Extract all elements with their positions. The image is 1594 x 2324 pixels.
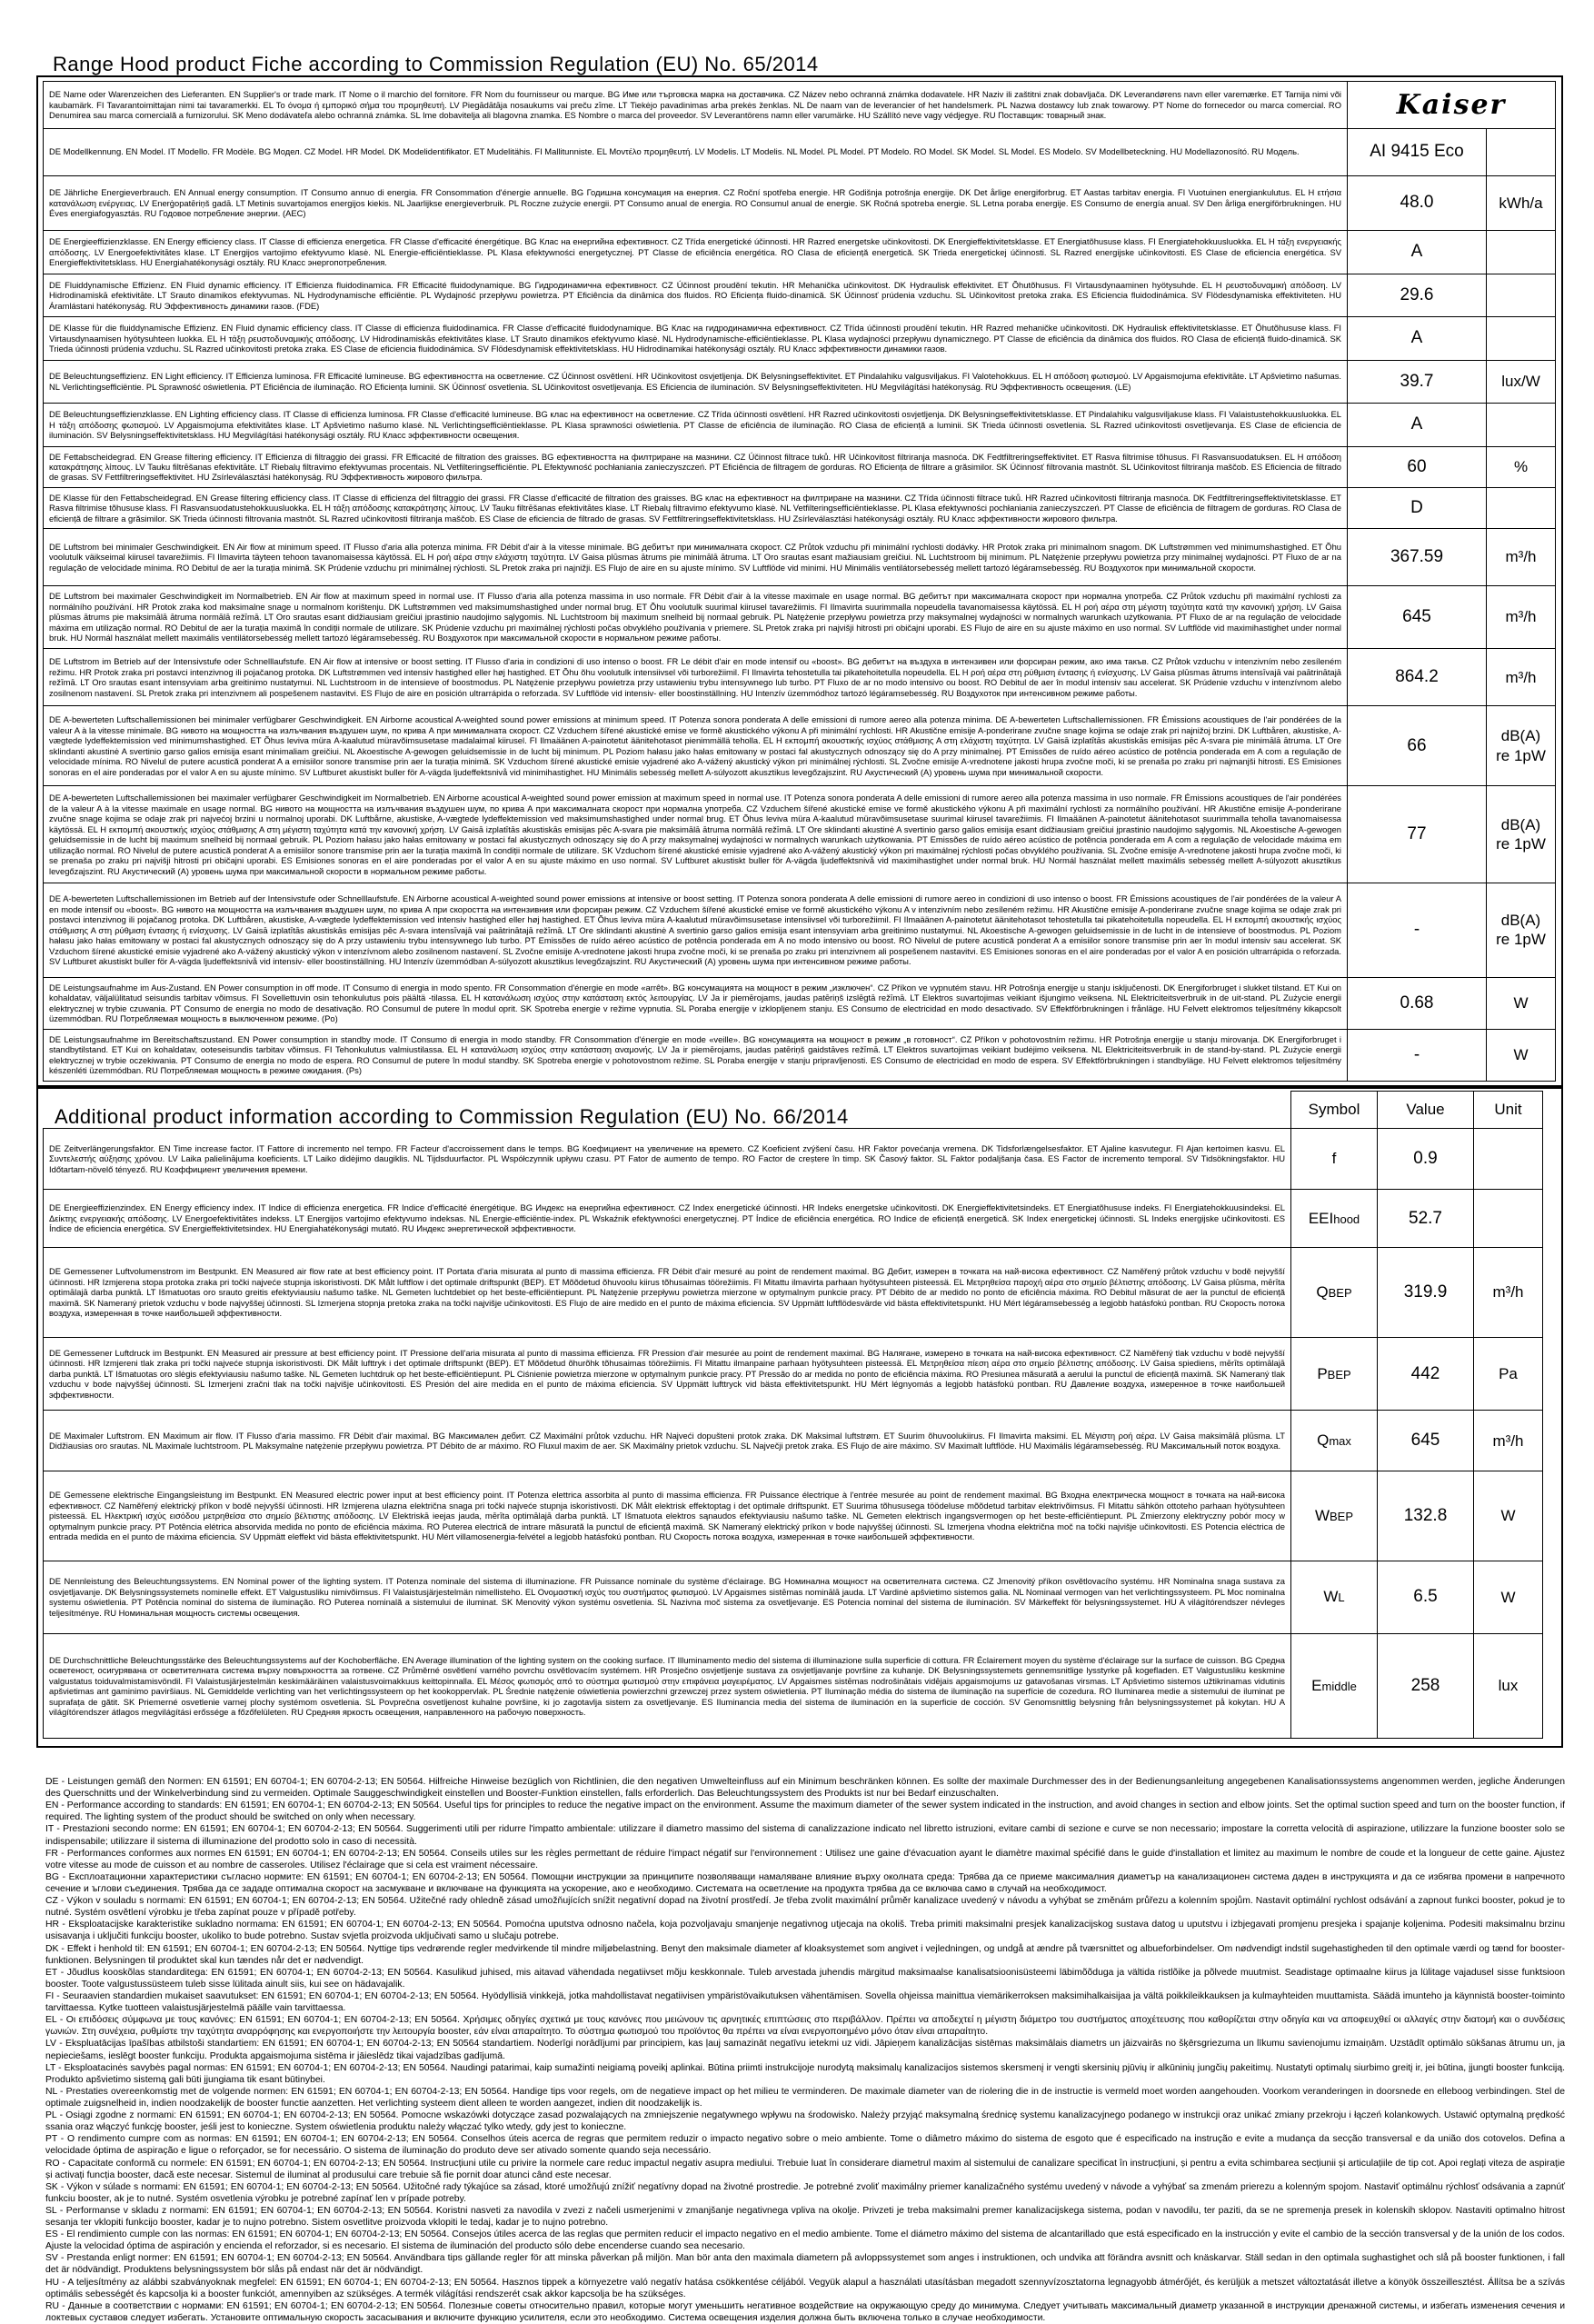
header-value: Value [1378,1092,1474,1129]
fiche-row-description: DE Modellkennung. EN Model. IT Modello. FR Modèle. BG Модел. CZ Model. HR Model. DK Modelidentifikator. ET Mudelitähis. FI Mallitunniste. EL Μοντέλο προμηθευτή. LV Modelis. LT Modelis. NL Model. PL Model. PT Modelo. RO Model. SK Model. SL Model. ES Modelo. SV Modellbeteckning. HU Modellazonosító. RU Модель. [44,128,1348,175]
footer-notes [45,1776,1565,2324]
fiche-row [44,487,1556,528]
footer-paragraph: FR - Performances conformes aux normes EN 61591; EN 60704-1; EN 60704-2-13; EN 50564. Conseils utiles sur les règles permettant de réduire l'impact négatif sur l'environnement : Utilisez une gaine d'évacuation ayant le diamètre maximal spécifié dans le guide d'installation et limitez au maximum le nombre de coude et la longueur de cette gaine. Ajustez votre vitesse au mode de cuisson et au nombre de casseroles. Utilisez l'éclairage que si cela est vraiment nécessaire. [45,1848,1565,1870]
fiche-row-description: DE Luftstrom im Betrieb auf der Intensivstufe oder Schnelllaufstufe. EN Air flow at intensive or boost setting. IT Flusso d'aria in condizioni di uso intenso o boost. FR Le débit d'air en mode intensif ou «boost». BG дебитът на въздуха в интензивен или форсиран режим, ако има такъв. CZ Průtok vzduchu v intenzivním nebo zesíleném režimu. HR Protok zraka pri postavci intenzivnog ili pojačanog protoka. DK Luftstrømmen ved intensiv hastighed eller høj hastighed. ET Õhu õhu voolutulk intensiivsel või turborežiimil. FI Ilmavirta tehostetulla tai pikatehoitetulla nopeudella. EL Η ροή αέρα στη ρύθμιση έντασης ή ενίσχυσης. LV Gaisa plūsmas ātrums intensīvajā vai paātrinātajā režīmā. LT Oro srautas esant intensyviam arba greitinimo nustatymui. NL Luchtstroom in de intensieve of boostmodus. PL Natężenie przepływu powietrza przy ustawieniu trybu intensywnego lub turbo. PT Fluxo de ar no modo intensivo ou boost. RO Debitul de aer în modul intensiv sau accelerat. SK Prúdenie vzduchu v intenzívnom alebo zosilnenom nastavení. SL Pretok zraka pri intenzivnem ali pospešenem nastavitvi. ES Flujo de aire en posición ultrarrápida o reforzada. SV Luftflöde vid intensiv- eller boostinställning. HU Intenzív üzemmódhoz tartozó légáramsebesség. RU Воздухоток при интенсивном режиме работы. [44,649,1348,706]
additional-row-unit: m³/h [1474,1411,1543,1471]
additional-row-description: DE Zeitverlängerungsfaktor. EN Time increase factor. IT Fattore di incremento nel tempo. FR Facteur d'accroissement dans le temps. BG Коефициент на увеличение на времето. CZ Koeficient zvýšení času. HR Faktor povećanja vremena. DK Tidsforlængelsesfaktor. ET Ajaline kasvutegur. FI Ajan kertoimen kasvu. EL Συντελεστής αύξησης χρόνου. LV Laika palielinājuma koeficients. LT Laiko didėjimo daugiklis. NL Tijdsduurfactor. PL Współczynnik upływu czasu. PT Fator de aumento de tempo. RO Factor de creștere în timp. SK Časový faktor. SL Faktor podaljšanja časa. ES Factor de incremento temporal. SV Tidsökningsfaktor. HU Időtartam-növelő tényező. RU Коэффициент увеличения времени. [44,1129,1291,1190]
additional-row [44,1189,1543,1247]
additional-row-symbol [1291,1471,1378,1561]
additional-row-symbol [1291,1411,1378,1471]
fiche-row-unit: % [1487,446,1556,487]
fiche-row [44,649,1556,706]
fiche-row-value: A [1348,404,1487,447]
fiche-row-unit [1487,317,1556,361]
fiche-row [44,274,1556,317]
additional-table [43,1091,1543,1739]
fiche-row [44,585,1556,648]
fiche-row-unit [1487,404,1556,447]
fiche-row-value: 367.59 [1348,529,1487,586]
fiche-row-description: DE Luftstrom bei minimaler Geschwindigkeit. EN Air flow at minimum speed. IT Flusso d'aria alla potenza minima. FR Débit d'air à la vitesse minimale. BG дебитът при минималната скорост. CZ Průtok vzduchu při minimální rychlosti dodávky. HR Protok zraka pri minimalnom snagom. DK Luftstrømmen ved minimumshastighed. ET Õhu voolutulk väikseimal kiirusel tavarežiimis. FI Ilmavirta täyteen tehoon tavanomaisessa käytössä. EL Η ροή αέρα στην ελάχιστη ταχύτητα. LV Gaisa plūsmas ātrums pie minimālā ātruma. LT Oro srautas esant mažiausiam greičiui. NL Luchtstroom bij minimum. PL Natężenie przepływu powietrza przy minimalnej wydajności. PT Fluxo de ar na regulação de velocidade mínima. RO Debitul de aer la turația minimă. SK Prúdenie vzduchu pri minimálnej rýchlosti. SL Pretok zraka pri najnižji. ES Flujo de aire en su ajuste mínimo. SV Luftflöde vid minimi. HU Minimális ventilátorsebesség mellett tartozó légáramsebesség. RU Воздухоток при минимальной скорости. [44,529,1348,586]
symbol-main: W [1314,1506,1330,1524]
fiche-row-description: DE A-bewerteten Luftschallemissionen im Betrieb auf der Intensivstufe oder Schnelllaufstufe. EN Airborne acoustical A-weighted sound power emissions at intensive or boost setting. IT Potenza sonora ponderata A delle emissioni di rumore aereo in condizioni di uso intenso o boost. FR Émissions acoustiques de l'air pondérées de la valeur A en mode intensif ou «boost». BG нивото на мощността на излъчвания въздушен шум, по крива А при скоростта на интензивния или форсиран режим. CZ Vzduchem šířené akustické emise ve formě akustického výkonu A v intenzivním nebo zesíleném režimu. HR Akustične emisije A-ponderirane zvučne snage kojima se odaje zrak pri postavci intenzivnog ili pojačanog protoka. DK Luftbåren, akustiske, A-vægtede lydeffektemission ved intensiv hastighed eller høj hastighed. ET Õhus leviva müra A-kaalutud müravõimsusetase intensiivsel või turborežiimil. FI Ilmaäänen A-painotetut äänitehotasot tehostetulla tai pikatehoitetulla nopeudella. EL Η εκπομπή ακουστικής ισχύος στάθμισης Α στη ρύθμιση έντασης ή ενίσχυσης. LV Gaisā izplatītās akustiskās emisijas pēc A-svara intensīvajā vai paātrinātajā režīmā. LT Ore sklindanti akustinė A svertinio garso galios emisija esant intensyviam arba greitinimo nustatymui. NL Akoestische A-gewogen geluidsemissie in de lucht in de intensieve of boostmodus. PL Poziom hałasu jako hałas emitowany w postaci fal akustycznych odnoszący się do A przy ustawieniu trybu intensywnego lub turbo. PT Emissões de ruído aéreo acústico de potência ponderada em A no modo intensivo ou boost. RO Nivelul de putere acustică ponderat A a emisiilor sonore transmise prin aer în modul intensiv sau accelerat. SK Vzduchom šírené akustické emisie vyjadrené ako A-vážený akustický výkon v intenzívnom alebo zosilnenom nastavení. SL Zvočne emisije A-vrednotene jakosti hrupa zvočne moči, ki se prenaša po zraku pri intenzivnem ali pospešenem nastavitvi. ES Emisiones sonoras en el aire ponderadas por el valor A en posición ultrarrápida o reforzada. SV Luftburet akustiskt buller för A-vägda ljudeffektsnivå vid intensiv- eller boostinställning. HU Intenzív üzemmódban A-súlyozott akusztikus levegőzajszint. RU Акустический (А) уровень шума при интенсивном режиме работы. [44,883,1348,978]
fiche-row-description: DE Fluiddynamische Effizienz. EN Fluid dynamic efficiency. IT Efficienza fluidodinamica. FR Efficacité fluidodynamique. BG Гидродинамична ефективност. CZ Účinnost proudění tekutin. HR Mehanička učinkovitost. DK Hydraulisk effektivitet. ET Õhutõhusus. FI Virtausdynaaminen hyötysuhde. EL Η ρευστοδυναμική απόδοση. LV Hidrodinamiskā efektivitāte. LT Srauto dinamikos efektyvumas. NL Hydrodynamische efficiëntie. PL Wydajność przepływu powietrza. PT Eficiência da dinâmica dos fluidos. RO Eficiența fluido-dinamică. SK Účinnosť prúdenia vzduchu. SL Učinkovitost pretoka zraka. ES Eficiencia fluidodinámica. SV Flödesdynamiska effektiviteten. HU Áramlástani hatékonyság. RU Эффективность динамики газов. (FDE) [44,274,1348,317]
fiche-row [44,446,1556,487]
additional-row-value: 442 [1378,1337,1474,1410]
fiche-row-value: 645 [1348,585,1487,648]
footer-paragraph: CZ - Výkon v souladu s normami: EN 61591; EN 60704-1; EN 60704-2-13; EN 50564. Užitečné rady ohledně zásad umožňujících snížit negativní dopad na životní prostředí. Je třeba zvolit maximální průměr kanalizace uvedený v návodu a vyhýbat se změnám průřezu a kolenním spojům. Nastavit optimální rychlost odsávání a zapnout funkci booster, pokud je to nutné. Systém osvětlení výrobku je třeba zapínat pouze v případě potřeby. [45,1896,1565,1919]
symbol-subscript: BEP [1327,1367,1351,1381]
footer-paragraph: EN - Performance according to standards: EN 61591; EN 60704-1; EN 60704-2-13; EN 50564. Useful tips for principles to reduce the negative impact on the environment. Assume the maximum diameter of the sewer system indicated in the instruction, and avoid changes in section and elbow joints. Set the optimal suction speed and turn on the booster function, if required. The lighting system of the product should be switched on only when necessary. [45,1800,1565,1823]
additional-row-symbol [1291,1248,1378,1338]
additional-row-description: DE Maximaler Luftstrom. EN Maximum air flow. IT Flusso d'aria massimo. FR Débit d'air maximal. BG Максимален дебит. CZ Maximální průtok vzduchu. HR Najveći dopušteni protok zraka. DK Maksimal luftstrøm. ET Suurim õhuvoolukiirus. FI Ilmavirta maksimi. EL Μέγιστη ροή αέρα. LV Gaisa maksimālā plūsma. LT Didžiausias oro srautas. NL Maximale luchtstroom. PL Maksymalne natężenie przepływu powietrza. PT Débito de ar máximo. RO Fluxul maxim de aer. SK Maximálny prietok vzduchu. SL Največji pretok zraka. ES Flujo de aire máximo. SV Maximalt luftflöde. HU Maximális légáramsebesség. RU Максимальный поток воздуха. [44,1411,1291,1471]
additional-row [44,1337,1543,1410]
fiche-row-value: 60 [1348,446,1487,487]
footer-paragraph: HU - A teljesítmény az alábbi szabványoknak megfelel: EN 61591; EN 60704-1; EN 60704-2-13; EN 50564. Hasznos tippek a környezetre való negatív hatása csökkentése céljából. Vegyük alapul a használati utasításban megadott szennyvízosztatorna legnagyobb átmérőjét, és kerüljük a metszet változtatását illetve a könyök összeillesztést. Állítsa be a szívás optimális sebességét és kapcsolja ki a booster funkciót, amennyiben az szükséges. A termék világítási rendszerét csak akkor kapcsolja be ha szükséges. [45,2277,1565,2299]
additional-row [44,1561,1543,1633]
symbol-subscript: max [1329,1434,1351,1449]
additional-row [44,1411,1543,1471]
fiche-row-description: DE Beleuchtungseffizienz. EN Light efficiency. IT Efficienza luminosa. FR Efficacité lumineuse. BG ефективността на осветление. CZ Účinnost osvětlení. HR Učinkovitost osvjetljenja. DK Belysningseffektivitet. ET Pindalahiku valgusviljakus. FI Valotehokkuus. EL Η απόδοση φωτισμού. LV Apgaismojuma efektivitāte. LT Apšvietimo našumas. NL Verlichtingsefficiëntie. PL Sprawność oświetlenia. PT Eficiência de iluminação. RO Eficiența luminii. SK Účinnosť osvetlenia. SL Učinkovitost osvetljevanja. ES Eficiencia de iluminación. SV Belysningseffektiviteten. HU Megvilágítási hatékonyság. RU Эффективность освещения. (LE) [44,360,1348,404]
footer-paragraph: RO - Capacitate conformă cu normele: EN 61591; EN 60704-1; EN 60704-2-13; EN 50564. Instrucțiuni utile cu privire la normele care reduc impactul negativ asupra mediului. Trebuie luat în considerare diametrul maxim al sistemului de canalizare specificat în instrucțiuni, și pentru a evita schimbarea secțiunii și articulațiile de tip cot. Apoi reglați viteza de aspirație și activați funcția booster, dacă este necesar. Sistemul de iluminat al produsului care trebuie să fie pornit doar atunci când este necesar. [45,2158,1565,2180]
fiche-row-value: A [1348,231,1487,274]
additional-row-value: 319.9 [1378,1248,1474,1338]
additional-row-description: DE Nennleistung des Beleuchtungssystems. EN Nominal power of the lighting system. IT Potenza nominale del sistema di illuminazione. FR Puissance nominale du système d'éclairage. BG Номинална мощност на осветителната система. CZ Jmenovitý příkon osvětlovacího systému. HR Nominalna snaga sustava za osvjetljavanje. DK Belysningssystemets nominelle effekt. ET Valgustusliku nimivõimsus. FI Valaistusjärjestelmän nimellisteho. EL Ονομαστική ισχύς του συστήματος φωτισμού. LV Apgaismes sistēmas nominālā jauda. LT Vardinė apšvietimo sistemos galia. NL Nominaal vermogen van het verlichtingssysteem. PL Moc nominalna systemu oświetlenia. PT Potência nominal do sistema de iluminação. RO Puterea nominală a sistemului de iluminat. SK Menovitý výkon systému osvetlenia. SL Nazivna moč sistema za osvetljevanje. ES Potencia nominal del sistema de iluminación. SV Märkeffekt för belysningssystemet. HU A világítórendszer névleges teljesítménye. RU Номинальная мощность системы освещения. [44,1561,1291,1633]
symbol-main: E [1311,1677,1322,1695]
fiche-row-value: - [1348,883,1487,978]
symbol-subscript: hood [1333,1212,1360,1226]
additional-row-description: DE Energieeffizienzindex. EN Energy efficiency index. IT Indice di efficienza energetica. FR Indice d'efficacité énergétique. BG Индекс на енергийна ефективност. CZ Index energetické účinnosti. HR Indeks energetske učinkovitosti. DK Energieffektivitetsindeks. ET Energiatõhususe indeks. FI Energiatehokkuusindeksi. EL Δείκτης ενεργειακής απόδοσης. LV Energoefektivitātes indekss. LT Energijos vartojimo efektyvumo indeksas. NL Energie-efficiëntie-index. PL Wskaźnik efektywności energetycznej. PT Índice de eficiência energética. RO Indice de eficiență energetică. SK Index energetickej účinnosti. SL Indeks energijske učinkovitosti. ES Índice de eficiencia energética. SV Energieffektivitetsindex. HU Energiahatékonysági mutató. RU Индекс энергетической эффективности. [44,1189,1291,1247]
header-symbol: Symbol [1291,1092,1378,1129]
symbol-subscript: BEP [1328,1286,1352,1301]
additional-row-symbol [1291,1337,1378,1410]
symbol-main: P [1317,1364,1328,1382]
fiche-row-value: - [1348,1029,1487,1081]
symbol-main: Q [1316,1283,1329,1302]
symbol-main: W [1323,1588,1339,1606]
fiche-row [44,1029,1556,1081]
fiche-row [44,231,1556,274]
brand-logo: Kaiser [1348,82,1556,129]
additional-row-symbol [1291,1561,1378,1633]
fiche-row-description: DE Jährliche Energieverbrauch. EN Annual energy consumption. IT Consumo annuo di energia. FR Consommation d'énergie annuelle. BG Годишна консумация на енергия. CZ Roční spotřeba energie. HR Godišnja potrošnja energije. DK Det årlige energiforbrug. ET Aastas tarbitav energia. FI Vuotuinen energiankulutus. EL Η ετήσια κατανάλωση ενέργειας. LV Enerģopatēriņš gadā. LT Metinis suvartojamos energijos kiekis. NL Jaarlijkse energieverbruik. PL Roczne zużycie energii. PT Consumo anual de energia. RO Consumul anual de energie. SK Ročná spotreba energie. SL Letna poraba energije. ES Consumo de energía anual. SV Den årliga energiförbrukningen. HU Éves energiafogyasztás. RU Годовое потребление энергии. (AEC) [44,175,1348,230]
footer-paragraph: SV - Prestanda enligt normer: EN 61591; EN 60704-1; EN 60704-2-13; EN 50564. Användbara tips gällande regler för att minska påverkan på miljön. Man bör anta den maximala diametern på avloppssystemet som anges i instruktionen, och undvika att förändra avsnitt och knäskarvar. Ställ sedan in den optimala sughastighet och slå på booster funktionen, i fall det är nödvändigt. Produktens belysningssystem bör slås på endast när det är nödvändigt. [45,2253,1565,2276]
footer-paragraph: LV - Ekspluatācijas īpašības atbilstoši standartiem: EN 61591; EN 60704-1; EN 60704-2-13; EN 50564 standartiem. Noderīgi norādījumi par principiem, kas ļauj samazināt negatīvu ietekmi uz vidi. Jāpieņem kanalizācijas sistēmas maksimālais diametrs un jāizvairās no šķērsgriezuma un līkumu savienojumu izmaiņām. Uzstādīt optimālo sūkšanas ātrumu un, ja nepieciešams, ieslēgt booster funkciju. Produkta apgaismojuma sistēma ir jāieslēdz tikai vajadzības gadījumā. [45,2039,1565,2061]
footer-paragraph: SK - Výkon v súlade s normami: EN 61591; EN 60704-1; EN 60704-2-13; EN 50564. Užitočné rady týkajúce sa zásad, ktoré umožňujú znížiť negatívny dopad na životné prostredie. Je potrebné zvoliť maximálny priemer kanalizačného systému uvedený v návode a vyhýbať sa zmenám prierezu a kolenným spojom. Nastaviť optimálnu rýchlosť odsávania a zapnúť funkciu booster, ak je to nutné. Systém osvetlenia výrobku je potrebné zapínať len v prípade potreby. [45,2181,1565,2204]
footer-paragraph: FI - Seuraavien standardien mukaiset saavutukset: EN 61591; EN 60704-1; EN 60704-2-13; EN 50564. Hyödyllisiä vinkkejä, jotka mahdollistavat negatiivisen ympäristövaikutuksen vähentämisen. Sovella ohjeissa mainittua viemärikerroksen maksimihalkaisijaa ja vältä poikkileikkauksen ja kulmayhteiden muuttamista. Säädä imunteho ja käynnistä booster-toiminto tarvittaessa. Kytke tuotteen valaistusjärjestelmä päälle vain tarvittaessa. [45,1990,1565,2014]
fiche-table [43,81,1556,1082]
additional-row-description: DE Durchschnittliche Beleuchtungsstärke des Beleuchtungssystems auf der Kochoberfläche. EN Average illumination of the lighting system on the cooking surface. IT Illuminamento medio del sistema di illuminazione sulla superficie di cottura. FR Éclairement moyen du système d'éclairage sur la surface de cuisson. BG Средна осветеност, осигурявана от осветителната система върху повърхността за готвене. CZ Průměrné osvětlení varného povrchu osvětlovacím systémem. HR Prosječno osvjetljenje sustava za osvjetljavanje površine za kuhanje. DK Belysningssystemets gennemsnitlige lysstyrke på kogefladen. ET Valgustusliku keskmine valgustatus toiduvalmistamisvöndil. FI Valaistusjärjestelmän keskimääräinen valaistusvoimakkuus keittopinnalla. EL Μέσος φωτισμός από το σύστημα φωτισμού στην επιφάνεια μαγειρέματος. LV Apgaismes sistēmas nodrošinātais vidējais apgaismojums uz gatavošanas virsmas. LT Apšvietimo sistemos užtikrinamas vidutinis apšvietimas ant gaminimo paviršiaus. NL Gemiddelde verlichting van het verlichtingssysteem op het kookoppervlak. PL Średnie natężenie oświetlenia powierzchni grzewczej przez system oświetlenia. PT Iluminação média do sistema de iluminação na superfície de cozedura. RO Iluminarea medie a sistemului de iluminat pe suprafața de gătit. SK Priemerné osvetlenie varnej plochy systémom osvetlenia. SL Povprečna osvetljenost kuhalne površine, ki jo zagotavlja sistem za osvetljevanje. ES Iluminancia media del sistema de iluminación en la superficie de cocción. SV Genomsnittlig belysning från belysningssystemet på kokytan. HU A világítórendszer átlagos megvilágítási erőssége a főzőfelületen. RU Средняя яркость освещения, направленного на рабочую поверхность. [44,1634,1291,1739]
fiche-row-description: DE A-bewerteten Luftschallemissionen bei minimaler verfügbarer Geschwindigkeit. EN Airborne acoustical A-weighted sound power emissions at minimum speed. IT Potenza sonora ponderata A delle emissioni di rumore aereo alla potenza minima. DE A-bewerteten Luftschallemissionen. FR Émissions acoustiques de l'air pondérées de la valeur A à la vitesse minimale. BG нивото на мощността на излъчвания въздушен шум, по крива А при минималната скорост. CZ Vzduchem šířené akustické emise ve formě akustického výkonu A při minimální rychlosti. HR Akustične emisije A-ponderirane zvučne snage kojima se odaje zrak pri najnižoj brzini. DK Luftbåren, akustiske, A-vægtede lydeffektemission ved minimumshastighed. ET Õhus leviva mürа A-kaalutud müravõimsusetase madalaimal kiirusel. FI Ilmaäänen A-painotetut äänitehotasot pienimmällä teholla. EL Η εκπομπή ακουστικής ισχύος στάθμισης Α στη ελάχιστη ταχύτητα. LV Gaisā izplatītās akustiskās emisijas pēc A-svara pie minimālā ātruma. LT Ore sklindanti akustinė A svertinio garso galios emisija esant minimaliam greičiui. NL Akoestische A-gewogen geluidsemissie in de lucht bij minimum. PL Poziom hałasu jako hałas emitowany w postaci fal akustycznych odnoszący się do A przy minimalnej. PT Emissões de ruído aéreo acústico de potência ponderada em A com a regulação de velocidade mínima. RO Nivelul de putere acustică ponderat A a emisiilor sonore transmise prin aer la turația minimă. SK Vzduchom šírené akustické emisie vyjadrené ako A-vážený akustický výkon pri minimálnej rýchlosti. SL Zvočne emisije A-vrednotene jakosti hrupa zvočne moči, ki se prenaša po zraku pri najmanjši hitrosti. ES Emisiones sonoras en el aire ponderadas por el valor A en su ajuste mínimo. SV Luftburet akustiskt buller för A-vägda ljudeffektsnivå vid minimihastighet. HU Minimális sebesség mellett A-súlyozott akusztikus levegőzajszint. RU Акустический (А) уровень шума при минимальной скорости. [44,705,1348,786]
symbol-main: f [1331,1150,1337,1168]
symbol-main: Q [1317,1431,1330,1450]
additional-row-value: 645 [1378,1411,1474,1471]
additional-row-symbol [1291,1634,1378,1739]
fiche-row-description: DE Klasse für die fluiddynamische Effizienz. EN Fluid dynamic efficiency class. IT Classe di efficienza fluidodinamica. FR Classe d'efficacité fluidodynamique. BG Клас на гидродинамична ефективност. CZ Třída účinnosti proudění tekutin. HR Razred mehaničke učinkovitosti. DK Hydraulisk effektivitetsklasse. ET Õhutõhususe klass. FI Virtausdynaamisen hyötysuhteen luokka. EL Η τάξη ρευστοδυναμικής απόδοσης. LV Hidrodinamiskās efektivitātes klase. LT Srauto dinamikos efektyvumo klasė. NL Hydrodynamische-efficiëntieklasse. PL Klasa wydajności przepływu dynamicznego. PT Classe de eficiência da dinâmica dos fluidos. RO Clasa de eficiență fluido-dinamică. SK Trieda účinnosti prúdenia vzduchu. SL Razred učinkovitosti pretoka zraka. ES Clase de eficiencia fluidodinámica. SV Flödesdynamisk effektivitetsklass. HU Hidrodinamikai hatékonysági osztály. RU Класс эффективности динамики газов. [44,317,1348,361]
footer-paragraph: LT - Eksploatacinės savybės pagal normas: EN 61591; EN 60704-1; EN 60704-2-13; EN 50564. Naudingi patarimai, kaip sumažinti neigiamą poveikį aplinkai. Būtina priimti instrukcijoje nurodytą maksimalų kanalizacijos sistemos skersmenį ir vengti skersinių pjūvių ir alkūninių jungčių pakeitimų. Nustatyti optimalų siurbimo greitį ir, jei būtina, įjungti booster funkciją. Produkto apšvietimo sistemą gali būti įjungiama tik esant būtinybei. [45,2062,1565,2085]
symbol-subscript: middle [1321,1680,1357,1694]
fiche-row [44,360,1556,404]
fiche-row-description: DE Leistungsaufnahme im Aus-Zustand. EN Power consumption in off mode. IT Consumo di energia in modo spento. FR Consommation d'énergie en mode «arrêt». BG консумацията на мощност в режим „изключен“. CZ Příkon ve vypnutém stavu. HR Potrošnja energije u stanju isključenosti. DK Energiforbruget i slukket tilstand. ET Kui on kohaldatav, väljalülitatud seisundis tarbitav võimsus. FI Sovellettuvin osin tehonkulutus pois päältä -tilassa. EL Η κατανάλωση ισχύος στην κατάσταση εκτός λειτουργίας. LV Ja ir piemērojams, jaudas patēriņš izslēgtā režīmā. LT Elektros suvartojimas veikiant išjungimo veiksena. NL Elektriciteitsverbruik in de uit-stand. PL Zużycie energii elektrycznej w trybie czuwania. PT Consumo de energia no modo de desativação. RO Consumul de putere în modul oprit. SK Spotreba energie v režime vypnutia. SL Poraba energije v izklopljenem stanju. ES Consumo de electricidad en modo desactivado. SV Effektförbrukningen i frånläge. HU Felvett elektromos teljesítmény kikapcsolt üzemmódban. RU Потребляемая мощность в выключенном режиме. (Po) [44,977,1348,1029]
additional-row-description: DE Gemessene elektrische Eingangsleistung im Bestpunkt. EN Measured electric power input at best efficiency point. IT Potenza elettrica assorbita al punto di massima efficienza. FR Puissance électrique à l'entrée mesurée au point de rendement maximal. BG Входна електрическа мощност в точката на най-висока ефективност. CZ Naměřený elektrický příkon v bodě nejvyšší účinnosti. HR Izmjerena ulazna električna snaga pri točki najveće stupnja iskoristivosti. DK Målt elektrisk effektoptag i det optimale driftspunkt. ET Suurima tõhususega töödeluse mõõdetud tarbitav elektrivõimsus. FI Mitattu sähkön ottoteho parhaan hyötysuhteen pisteessä. EL Ηλεκτρική ισχύς εισόδου μετρηθείσα στο σημείο βέλτιστης απόδοσης. LV Elektriskā ieejas jauda, mērīta optimālajā darba punktā. LT Išmatuota elektros sąnaudos efektyviausiu našumo taške. NL Gemeten elektrisch ingangsvermogen op het beste-efficiëntiepunt. PL Zmierzony elektryczny pobór mocy w optymalnym punkcie pracy. PT Potência elétrica absorvida medida no ponto de eficiência máxima. RO Puterea electrică de intrare măsurată la punctul de eficiență maximă. SK Nameraný elektrický príkon v bode najvyššej účinnosti. SL Izmerjena vhodna električna moč na točki najvišje učinkovitosti. ES Potencia eléctrica de entrada medida en el punto de máxima eficiencia. SV Uppmätt eleffekt vid bästa effektivitetspunkt. HU Mért villamosenergia-felvétel a legjobb hatásfokú pontban. RU Скорость потока воздуха, измеренная в точке наибольшей эффективности. [44,1471,1291,1561]
fiche-row-description: DE Beleuchtungseffizienzklasse. EN Lighting efficiency class. IT Classe di efficienza luminosa. FR Classe d'efficacité lumineuse. BG клас на ефективност на осветление. CZ Třída účinnosti osvětlení. HR Razred učinkovitosti osvjetljenja. DK Belysningseffektivitetsklasse. ET Pindalahiku valgusviljakuse klass. FI Valaistustehokkuusluokka. EL Η τάξη απόδοσης φωτισμού. LV Apgaismojuma efektivitātes klase. LT Apšvietimo našumo klasė. NL Verlichtingsefficiëntieklasse. PL Klasa sprawności oświetlenia. PT Classe de eficiência de iluminação. RO Clasa de eficiență a luminii. SK Trieda účinnosti osvetlenia. SL Razred učinkovitosti osvetljevanja. ES Clase de eficiencia de iluminación. SV Belysningseffektivitetsklass. HU Megvilágítási hatékonysági osztály. RU Класс эффективности освещения. [44,404,1348,447]
fiche-row-value: AI 9415 Eco [1348,128,1487,175]
additional-row-unit [1474,1129,1543,1190]
fiche-row-unit [1487,487,1556,528]
footer-paragraph: HR - Eksploatacijske karakteristike sukladno normama: EN 61591; EN 60704-1; EN 60704-2-13; EN 50564. Pomoćna uputstva odnosno načela, koja pozvoljavaju smanjenje negativnog utjecaja na okoliš. Treba primiti maksimalni presjek kanalizacijskog sustava datog u uputstvu i izbjegavati promjenu presjeka i spajanje koljenima. Podesiti maksimalnu brzinu usisavanja i uključiti funkciju booster, ukoliko to bude potrebno. Sustav svjetla proizvoda uključivati samo u slučaju potrebe. [45,1920,1565,1942]
additional-row-symbol [1291,1189,1378,1247]
fiche-row-value: 77 [1348,786,1487,883]
fiche-row-value: 0.68 [1348,977,1487,1029]
symbol-main: EEI [1308,1209,1334,1227]
additional-title: Additional product information according to Commission Regulation (EU) No. 66/2014 [55,1105,849,1128]
fiche-row-value: 29.6 [1348,274,1487,317]
fiche-row-unit: lux/W [1487,360,1556,404]
fiche-row-unit [1487,128,1556,175]
fiche-row [44,82,1556,129]
additional-row-description: DE Gemessener Luftdruck im Bestpunkt. EN Measured air pressure at best efficiency point. IT Pressione dell'aria misurata al punto di massima efficienza. FR Pression d'air mesurée au point de rendement maximal. BG Налягане, измерено в точката на най-висока ефективност. CZ Naměřený tlak vzduchu v bodě nejvyšší účinnosti. HR Izmjereni tlak zraka pri točki najveće stupnja iskoristivosti. DK Målt lufttryk i det optimale driftspunkt (BEP). ET Mõõdetud õhurõhk tõhusaimas töörežiimis. FI Mitattu ilmanpaine parhaan hyötysuhteen pisteessä. EL Μετρηθείσα πίεση αέρα στο σημείο βέλτιστης απόδοσης. LV Gaisa spiediens, mērīts optimālajā darba punktā. LT Išmatuotas oro slėgis efektyviausiu našumo taške. NL Gemeten luchtdruk op het beste-efficiëntiepunt. PL Ciśnienie powietrza mierzone w optymalnym punkcie pracy. PT Pressão do ar medida no ponto de eficiência máxima. RO Presiunea măsurată a aerului la punctul de eficiență maximă. SK Nameraný tlak vzduchu v bode najvyššej účinnosti. SL Izmerjeni zračni tlak na točki najvišje učinkovitosti. ES Presión del aire medida en el punto de máxima eficiencia. SV Uppmätt lufttryck vid bästa effektivitetspunkt. HU Mért légnyomás a legjobb hatásfokú pontban. RU Давление воздуха, измеренное в точке наибольшей эффективности. [44,1337,1291,1410]
additional-row-unit: lux [1474,1634,1543,1739]
fiche-row [44,705,1556,786]
additional-row-value: 6.5 [1378,1561,1474,1633]
fiche-title: Range Hood product Fiche according to Commission Regulation (EU) No. 65/2014 [53,53,819,75]
footer-paragraph: ET - Jõudlus kooskõlas standarditega: EN 61591; EN 60704-1; EN 60704-2-13; EN 50564. Kasulikud juhised, mis aitavad vähendada negatiivset mõju keskkonnale. Tuleb arvestada juhendis märgitud maksimaalse kanalisatsioonisüsteemi läbimõõduga ja vältida ristlõike ja põlvede muutmist. Seadistage optimaalne kiirus ja lülitage vajadusel sisse funktsioon booster. Toote valgustussüsteem tuleb sisse lülitada ainult siis, kui see on hädavajalik. [45,1967,1565,1990]
additional-row-value: 258 [1378,1634,1474,1739]
additional-row-description: DE Gemessener Luftvolumenstrom im Bestpunkt. EN Measured air flow rate at best efficiency point. IT Portata d'aria misurata al punto di massima efficienza. FR Débit d'air mesuré au point de rendement maximal. BG Дебит, измерен в точката на най-висока ефективност. CZ Naměřený průtok vzduchu v bodě nejvyšší účinnosti. HR Izmjerena stopa protoka zraka pri točki najveće stupnja iskoristivosti. DK Målt luftflow i det optimale driftspunkt (BEP). ET Mõõdetud õhuvoolu kiirus tõhusaimas töörežiimis. FI Mitattu ilmavirta parhaan hyötysuhteen pisteessä. EL Μετρηθείσα παροχή αέρα στο σημείο βέλτιστης απόδοσης. LV Gaisa plūsma, mērīta optimālajā darba punktā. LT Išmatuotas oro srauto greitis efektyviausiu našumo taške. NL Gemeten luchtdebiet op het beste-efficiëntiepunt. PL Natężenie przepływu powietrza mierzone w optymalnym punkcie pracy. PT Débito de ar medido no ponto de eficiência máxima. RO Debitul măsurat de aer la punctul de eficiență maximă. SK Nameraný prietok vzduchu v bode najvyššej účinnosti. SL Izmerjena stopnja pretoka zraka na točki najvišje učinkovitosti. ES Flujo de aire medido en el punto de máxima eficiencia. SV Uppmätt luftflödesvärde vid bästa effektivitetspunkt. HU Mért légáramsebesség a legjobb hatásfokú pontban. RU Скорость потока воздуха, измеренная в точке наибольшей эффективности. [44,1248,1291,1338]
fiche-row-description: DE Fettabscheidegrad. EN Grease filtering efficiency. IT Efficienza di filtraggio dei grassi. FR Efficacité de filtration des graisses. BG ефективността на филтриране на мазнини. CZ Účinnost filtrace tuků. HR Učinkovitost filtriranja masnoća. DK Fedtfiltreringseffektivitet. ET Rasva filtrimise tõhusus. FI Rasvansuodatuksen. EL Η απόδοση κατακράτησης λίπους. LV Tauku filtrēšanas efektivitāte. LT Riebalų filtravimo efektyvumas procentais. NL Vetfilteringsefficiëntie. PL Efektywność pochłaniania zanieczyszczeń. PT Eficiência de filtragem de gorduras. RO Eficiența de filtrare a grăsimilor. SK Účinnosť filtrovania mastnôt. SL Učinkovitost filtriranja maščob. ES Eficiencia de filtrado de grasas. SV Fettfiltreringseffektivitet. HU Zsírleválasztási hatékonyság. RU Эффективность жирового фильтра. [44,446,1348,487]
fiche-row-unit [1487,274,1556,317]
additional-row-unit: m³/h [1474,1248,1543,1338]
additional-row-value: 0.9 [1378,1129,1474,1190]
fiche-row-value: 66 [1348,705,1487,786]
additional-row [44,1248,1543,1338]
footer-paragraph: PL - Osiągi zgodne z normami: EN 61591; EN 60704-1; EN 60704-2-13; EN 50564. Pomocne wskazówki dotyczące zasad pozwalających na zmniejszenie negatywnego wpływu na środowisko. Należy przyjąć maksymalną średnicę systemu kanalizacyjnego podanego w instrukcji oraz unikać zmiany przekroju i łączeń kolankowych. Ustawić optymalną prędkość ssania oraz włączyć funkcję booster, jeśli jest to konieczne. System oświetlenia produktu należy włączać tylko wtedy, gdy jest to konieczne. [45,2110,1565,2133]
footer-paragraph: RU - Данные в соответствии с нормами: EN 61591; EN 60704-1; EN 60704-2-13; EN 50564. Полезные советы относительно правил, которые могут уменьшить негативное воздействие на окружающую среду до минимума. Следует учитывать максимальный диаметр указанной в инструкции дренажной системы, и избегать изменения сечения и локтевых суставов следует избегать. Установите оптимальную скорость засасывания и включите функцию усилителя, если это необходимо. Система освещения изделия должна быть включена только в случае необходимости. [45,2300,1565,2323]
fiche-row-description: DE Name oder Warenzeichen des Lieferanten. EN Supplier's or trade mark. IT Nome o il marchio del fornitore. FR Nom du fournisseur ou marque. BG Име или търговска марка на доставчика. CZ Název nebo ochranná známka dodavatele. HR Naziv ili zaštitni znak dobavljača. DK Leverandørens navn eller varemærke. ET Tarnija nimi või kaubamärk. FI Tavarantoimittajan nimi tai tavaramerkki. EL Το όνομα ή εμπορικό σήμα του προμηθευτή. LV Piegādātāja nosaukums vai preču zīme. LT Tiekėjo pavadinimas arba prekės ženklas. NL De naam van de leverancier of het handelsmerk. PL Nazwa dostawcy lub znak towarowy. PT Nome do fornecedor ou marca comercial. RO Denumirea sau marca comercială a furnizorului. SK Meno dodávateľa alebo ochranná známka. SL Ime dobavitelja ali blagovna znamka. ES Nombre o marca del proveedor. SV Leverantörens namn eller varumärke. HU Szállító neve vagy védjegye. RU Поставщик: товарный знак. [44,82,1348,129]
additional-row [44,1471,1543,1561]
fiche-row-unit: dB(A) re 1pW [1487,883,1556,978]
symbol-subscript: BEP [1330,1509,1354,1523]
fiche-row [44,786,1556,883]
footer-paragraph: IT - Prestazioni secondo norme: EN 61591; EN 60704-1; EN 60704-2-13; EN 50564. Suggerimenti utili per ridurre l'impatto ambientale: utilizzare il diametro massimo del sistema di canalizzazione indicato nel libretto istruzioni, evitare cambi di sezione e curve se non necessario; impostare la corretta velocità di aspirazione, utilizzare la funzione booster solo se indispensabile; utilizzare il sistema di illuminazione del prodotto solo in caso di necessità. [45,1824,1565,1847]
header-unit: Unit [1474,1092,1543,1129]
additional-row-symbol [1291,1129,1378,1190]
fiche-row-description: DE Luftstrom bei maximaler Geschwindigkeit im Normalbetrieb. EN Air flow at maximum speed in normal use. IT Flusso d'aria alla potenza massima in uso normale. FR Débit d'air à la vitesse maximale en usage normal. BG дебитът при максималната скорост при нормална употреба. CZ Průtok vzduchu při maximální rychlosti za normálního používání. HR Protok zraka kod maksimalne snage u normalnom korištenju. DK Luftstrømmen ved maksimumshastighed under normal brug. ET Õhu voolutulk suurimal kiirusel tavarežiimis. FI Ilmavirta suurimmalla nopeudella tavanomaisessa käytössä. EL Η ροή αέρα στη μέγιστη ταχύτητα κατά την κανονική χρήση. LV Gaisa plūsmas ātrums pie maksimālā ātruma normālā režīmā. LT Oro srautas esant didžiausiam greičiui įprastinio naudojimo sąlygomis. NL Luchtstroom bij maximum snelheid bij normaal gebruik. PL Natężenie przepływu powietrza przy maksymalnej wydajności w normalnych warunkach użytkowania. PT Fluxo de ar na regulação de velocidade máxima em utilização normal. RO Debitul de aer la turația maximă în condiții normale de utilizare. SK Prúdenie vzduchu pri maximálnej rýchlosti počas obvyklého používania v priemere. SL Pretok zraka pri najvišji hitrosti pri običajni uporabi. ES Flujo de aire en su ajuste máximo en uso normal. SV Luftflöde vid maximihastighet under normal bruk. HU Normál használat mellett maximális ventilátorsebesség mellett tartozó légáramsebesség. RU Воздухоток при максимальной скорости в нормальном режиме работы. [44,585,1348,648]
fiche-row-value: 39.7 [1348,360,1487,404]
fiche-row-unit: W [1487,1029,1556,1081]
additional-row-value: 52.7 [1378,1189,1474,1247]
footer-paragraph: NL - Prestaties overeenkomstig met de volgende normen: EN 61591; EN 60704-1; EN 60704-2-13; EN 50564. Handige tips voor regels, om de negatieve impact op het milieu te verminderen. De maximale diameter van de riolering die in de instructie is vermeld moet worden aangehouden. Voorkom veranderingen in doorsnede en elleboog verbindingen. Stel de optimale zuigsnelheid in, indien noodzakelijk de booster functie aanzetten. Het verlichting systeem dient alleen te worden aangezet, indien dit noodzakelijk is. [45,2086,1565,2109]
fiche-row-unit: dB(A) re 1pW [1487,705,1556,786]
fiche-row [44,883,1556,978]
fiche-row-description: DE Energieeffizienzklasse. EN Energy efficiency class. IT Classe di efficienza energetica. FR Classe d'efficacité énergétique. BG Клас на енергийна ефективност. CZ Třída energetické účinnosti. HR Razred energetske učinkovitosti. DK Energieffektivitetsklasse. ET Energiatõhususe klass. FI Energiatehokkuusluokka. EL Η τάξη ενεργειακής απόδοσης. LV Energoefektivitātes klase. LT Energijos vartojimo efektyvumo klasė. NL Energie-efficiëntieklasse. PL Klasa efektywności energetycznej. PT Classe de eficiência energética. RO Clasa de eficiență energetică. SK Trieda energetickej účinnosti. SL Razred energijske učinkovitosti. ES Clase de eficiencia energética. SV Energieffektivitetsklass. HU Energiahatékonysági osztály. RU Класс энергопотребления. [44,231,1348,274]
fiche-row-unit: m³/h [1487,649,1556,706]
fiche-row-value: D [1348,487,1487,528]
fiche-row-unit: dB(A) re 1pW [1487,786,1556,883]
fiche-row-description: DE A-bewerteten Luftschallemissionen bei maximaler verfügbarer Geschwindigkeit im Normalbetrieb. EN Airborne acoustical A-weighted sound power emission at maximum speed in normal use. IT Potenza sonora ponderata A delle emissioni di rumore aereo alla potenza massima in uso normale. FR Émissions acoustiques de l'air pondérées de la valeur A à la vitesse maximale en usage normal. BG нивото на мощността на излъчвания въздушен шум, по крива А при максималната скорост при нормална употреба. CZ Vzduchem šířené akustické emise ve formě akustického výkonu A při maximální rychlosti za normálního používání. HR Akustične emisije A-ponderirane zvučne snage kojima se odaje zrak pri najvećoj brzini u normalnoj uporabi. DK Luftbårne, akustiske, A-vægtede lydeffektemission ved maksimumshastighed under normal brug. ET Õhus leviva müra A-kaalutud müravõimsusetase suurimal kiirusel tavarežiimis. FI Ilmaäänen A-painotetut äänitehotasot suurimmalla teholla tavanomaisessa käytössä. EL Η εκπομπή ακουστικής ισχύος στάθμισης Α στη μέγιστη ταχύτητα κατά την κανονική χρήση. LV Gaisā izplatītās akustiskās emisijas pēc A-svara pie maksimālā ātruma normālā režīmā. LT Ore sklindanti akustinė A svertinio garso galios emisija esant didžiausiam greičiui įprastinio naudojimo sąlygomis. NL Akoestische A-gewogen geluidsemissie in de lucht bij maximum snelheid bij normaal gebruik. PL Poziom hałasu jako hałas emitowany w postaci fal akustycznych odnoszący się do A przy maksymalnej wydajności w normalnych warunkach użytkowania. PT Emissões de ruído aéreo acústico de potência ponderada em A com a regulação de velocidade máxima em utilização normal. RO Nivelul de putere acustică ponderat A a emisiilor sonore transmise prin aer la turația maximă în condiții normale de utilizare. SK Vzduchom šírené akustické emisie vyjadrené ako A-vážený akustický výkon pri maximálnej rýchlosti počas obvyklého používania. SL Zvočne emisije A-vrednotene jakosti hrupa zvočne moči, ki se prenaša po zraku pri najvišji hitrosti pri običajni uporabi. ES Emisiones sonoras en el aire ponderadas por el valor A en su ajuste máximo en uso normal. SV Luftburet akustiskt buller för A-vägda ljudeffektsnivå vid maximihastighet under normal bruk. HU Normál használat mellett maximális sebesség mellett A-súlyozott akusztikus levegőzajszint. RU Акустический (А) уровень шума при максимальной скорости в нормальном режиме работы. [44,786,1348,883]
fiche-row [44,529,1556,586]
additional-row [44,1634,1543,1739]
additional-row-unit [1474,1189,1543,1247]
fiche-row [44,977,1556,1029]
fiche-row [44,175,1556,230]
fiche-row-unit: kWh/a [1487,175,1556,230]
fiche-row-description: DE Leistungsaufnahme im Bereitschaftszustand. EN Power consumption in standby mode. IT Consumo di energia in modo standby. FR Consommation d'énergie en mode «veille». BG консумацията на мощност в режим „в готовност“. CZ Příkon v pohotovostním režimu. HR Potrošnja energije u stanju mirovanja. DK Energiforbruget i standbytilstand. ET Kui on kohaldatav, ooteseisundis tarbitav võimsus. FI Tehonkulutus valmiustilassa. EL Η κατανάλωση ισχύος στην κατάσταση αναμονής. LV Ja ir piemērojams, jaudas patēriņš gaidstāves režīmā. LT Elektros suvartojimas veikiant budėjimo veiksena. NL Elektriciteitsverbruik in de stand-by-stand. PL Zużycie energii elektrycznej w trybie oczekiwania. PT Consumo de energia no modo de espera. RO Consumul de putere în modul standby. SK Spotreba energie v pohotovostnom režime. SL Poraba energije v stanju pripravljenosti. ES Consumo de electricidad en modo de espera. SV Effektförbrukningen i standbyläge. HU Felvett elektromos teljesítmény készenléti üzemmódban. RU Потребляемая мощность в режиме ожидания. (Ps) [44,1029,1348,1081]
footer-paragraph: DK - Effekt i henhold til: EN 61591; EN 60704-1; EN 60704-2-13; EN 50564. Nyttige tips vedrørende regler medvirkende til mindre miljøbelastning. Benyt den maksimale diameter af kloaksystemet som angivet i vejledningen, og undgå at ændre på tværsnittet og albueforbindelser. Om nødvendigt indstil sugehastigheden til den optimale værdi og tænd for booster-funktionen. Belysningen til produktet skal kun tændes når det er nødvendigt. [45,1943,1565,1966]
fiche-row [44,128,1556,175]
footer-paragraph: ES - El rendimiento cumple con las normas: EN 61591; EN 60704-1; EN 60704-2-13; EN 50564. Consejos útiles acerca de las reglas que permiten reducir el impacto negativo en el medio ambiente. Tome el diámetro máximo del sistema de alcantarillado que está especificado en la instrucción y evite el cambio de la sección transversal y de la unión de los codos. Ajuste la velocidad óptima de aspiración y encienda el reforzador, si es necesario. El sistema de iluminación del producto sólo debe encenderse cuando sea necesario. [45,2229,1565,2252]
additional-row-unit: W [1474,1471,1543,1561]
additional-title-cell [44,1092,1291,1129]
fiche-row-unit: m³/h [1487,585,1556,648]
footer-paragraph: EL - Οι επιδόσεις σύμφωνα με τους κανόνες: EN 61591; EN 60704-1; EN 60704-2-13; EN 50564. Χρήσιμες οδηγίες σχετικά με τους κανόνες που μειώνουν τις αρνητικές επιπτώσεις στο περιβάλλον. Πρέπει να αποδεχτεί η μέγιστη διάμετρο του συστήματος αποχέτευσης που καθορίζεται στην οδηγία και να αποφευχθεί οι αλλαγές στην διατομή και ο συνδέσεις γωνιών. Στη συνέχεια, ρυθμίστε την ταχύτητα αναρρόφησης και ενεργοποιήστε την λειτουργία booster, εάν είναι απαραίτητο. Το σύστημα φωτισμού του προϊόντος θα πρέπει να είναι ενεργοποιημένο μόνο όταν είναι απαραίτητο. [45,2015,1565,2038]
additional-row-unit: W [1474,1561,1543,1633]
additional-row-unit: Pa [1474,1337,1543,1410]
fiche-row-value: A [1348,317,1487,361]
footer-paragraph: DE - Leistungen gemäß den Normen: EN 61591; EN 60704-1; EN 60704-2-13; EN 50564. Hilfreiche Hinweise bezüglich von Richtlinien, die den negativen Umwelteinfluss auf ein Minimum beschränken können. Es sollte der maximale Durchmesser des in der Bedienungsanleitung angegebenen Kanalisationssystems angenommen werden, jegliche Änderungen des Querschnitts und der Winkelverbindung sind zu vermeiden. Optimale Sauggeschwindigkeit einstellen und Booster-Funktion einstellen, falls erforderlich. Das Beleuchtungssystem des Produkts ist nur bei Bedarf einzuschalten. [45,1777,1565,1800]
footer-paragraph: PT - O rendimento cumpre com as normas: EN 61591; EN 60704-1; EN 60704-2-13; EN 50564. Conselhos úteis acerca de regras que permitem reduzir o impacto negativo sobre o meio ambiente. Tome o diâmetro máximo do sistema de esgoto que é especificado na instrução e evite a mudança da secção transversal e da união dos cotovelos. Defina a velocidade óptima de aspiração e ligue o reforçador, se for necessário. O sistema de iluminação do produto deve ser ativado somente quando seja necessário. [45,2134,1565,2157]
footer-paragraph: SL - Performanse v skladu z normami: EN 61591; EN 60704-1; EN 60704-2-13; EN 50564. Koristni nasveti za navodila v zvezi z načeli usmerjenimi v zmanjšanje negativnega vpliva na okolje. Privzeti je treba maksimalni premer kanalizacijskega sistema, podan v navodilu, ter paziti, da se ne spremenja presek in kolenskih sklopov. Nastaviti optimalno hitrost sesanja ter vklopiti funkcijo booster, kadar je to nujno potrebno. Sistem osvetlitve proizvoda vklopiti le tedaj, kadar je to nujno potrebno. [45,2205,1565,2229]
additional-row-value: 132.8 [1378,1471,1474,1561]
fiche-row-description: DE Klasse für den Fettabscheidegrad. EN Grease filtering efficiency class. IT Classe di efficienza del filtraggio dei grassi. FR Classe d'efficacité de filtration des graisses. BG клас на ефективност на филтриране на мазнини. CZ Třída účinnosti filtrace tuků. HR Razred učinkovitosti filtriranja masnoća. DK Fedtfiltreringseffektivitetsklasse. ET Rasva filtrimise tõhususe klass. FI Rasvansuodatustehokkuusluokka. EL Η τάξη απόδοσης κατακράτησης λίπους. LV Tauku filtrēšanas efektivitātes klase. LT Riebalų filtravimo efektyvumo klasė. NL Vetfilteringsefficiëntieklasse. PL Klasa efektywności pochłaniania zanieczyszczeń. PT Classe de eficiência de filtragem de gorduras. RO Clasa de eficiență de filtrare a grăsimilor. SK Trieda účinnosti filtrovania mastnôt. SL Razred učinkovitosti filtriranja maščob. ES Clase de eficiencia de filtrado de grasas. SV Fettfiltreringseffektivitetsklass. HU Zsírleválasztási hatékonysági osztály. RU Класс эффективности жирового фильтра. [44,487,1348,528]
fiche-row-unit: W [1487,977,1556,1029]
fiche-row [44,317,1556,361]
fiche-row-unit [1487,231,1556,274]
additional-row [44,1129,1543,1190]
symbol-subscript: L [1338,1591,1345,1605]
fiche-row-value: 48.0 [1348,175,1487,230]
fiche-row-value: 864.2 [1348,649,1487,706]
footer-paragraph: BG - Експлоатационни характеристики съгласно нормите: EN 61591; EN 60704-1; EN 60704-2-13; EN 50564. Помощни инструкции за принципите позволяващи намаляване влияние върху околната среда: Трябва да се приеме максималния диаметър на канализационен система даден в инструкцията и да се избягва промени в напречното сечение и ъглови съединения. Трябва да се зададе оптимална скорост на засмукване и включване на функцията на ускорение, ако е необходимо. Системата на осветление на продукта трябва да се включва само в случай на необходимост. [45,1871,1565,1894]
fiche-row-unit: m³/h [1487,529,1556,586]
fiche-row [44,404,1556,447]
